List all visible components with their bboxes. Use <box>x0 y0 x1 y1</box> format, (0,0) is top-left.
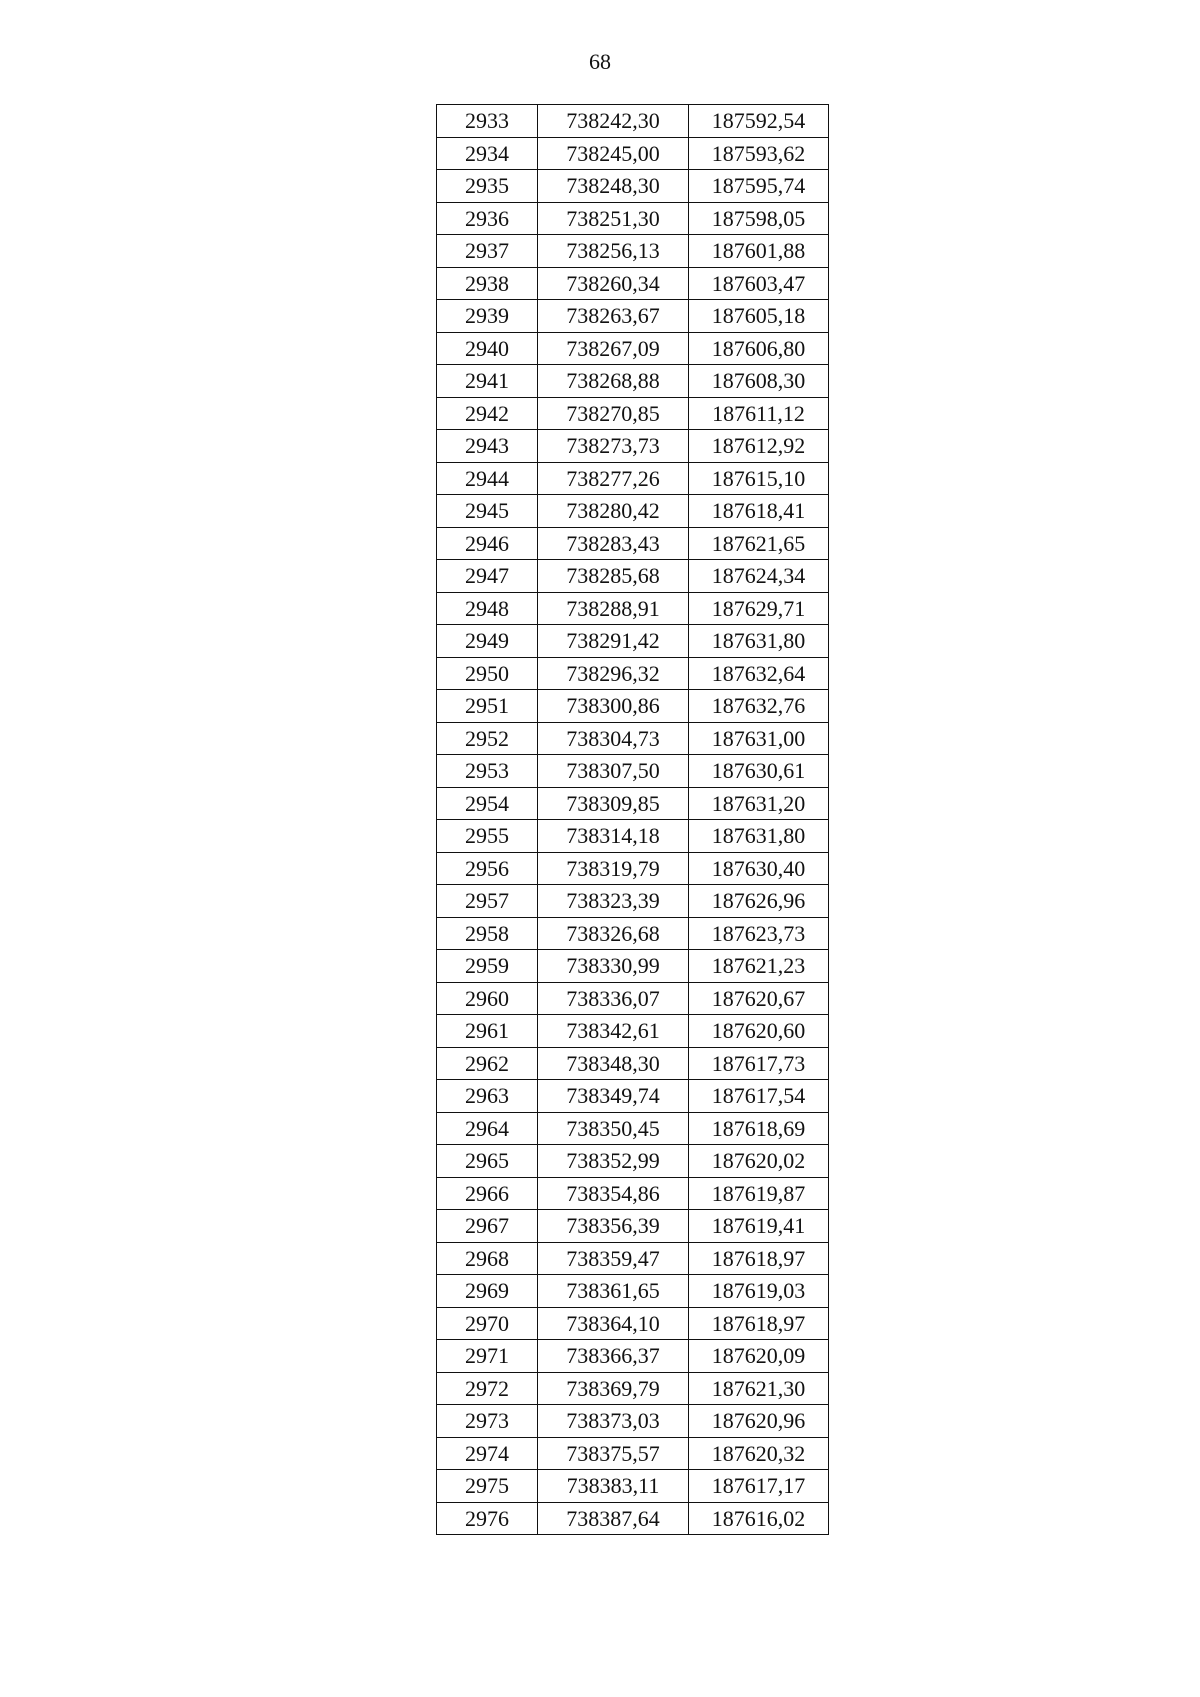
x-coordinate-cell: 738356,39 <box>538 1210 689 1243</box>
point-number-cell: 2960 <box>437 982 538 1015</box>
point-number-cell: 2942 <box>437 397 538 430</box>
table-row <box>437 202 829 235</box>
point-number-cell: 2972 <box>437 1372 538 1405</box>
table-row <box>437 787 829 820</box>
point-number-cell: 2969 <box>437 1275 538 1308</box>
table-row <box>437 592 829 625</box>
table-row <box>437 170 829 203</box>
x-coordinate-cell: 738369,79 <box>538 1372 689 1405</box>
x-coordinate-cell: 738342,61 <box>538 1015 689 1048</box>
point-number-cell: 2935 <box>437 170 538 203</box>
y-coordinate-cell: 187601,88 <box>689 235 829 268</box>
y-coordinate-cell: 187618,97 <box>689 1307 829 1340</box>
table-row <box>437 1340 829 1373</box>
y-coordinate-cell: 187621,23 <box>689 950 829 983</box>
x-coordinate-cell: 738336,07 <box>538 982 689 1015</box>
y-coordinate-cell: 187619,03 <box>689 1275 829 1308</box>
x-coordinate-cell: 738383,11 <box>538 1470 689 1503</box>
point-number-cell: 2966 <box>437 1177 538 1210</box>
y-coordinate-cell: 187631,20 <box>689 787 829 820</box>
table-row <box>437 1015 829 1048</box>
x-coordinate-cell: 738361,65 <box>538 1275 689 1308</box>
y-coordinate-cell: 187630,40 <box>689 852 829 885</box>
point-number-cell: 2967 <box>437 1210 538 1243</box>
x-coordinate-cell: 738268,88 <box>538 365 689 398</box>
table-row <box>437 267 829 300</box>
point-number-cell: 2975 <box>437 1470 538 1503</box>
point-number-cell: 2950 <box>437 657 538 690</box>
x-coordinate-cell: 738307,50 <box>538 755 689 788</box>
table-row <box>437 1372 829 1405</box>
y-coordinate-cell: 187623,73 <box>689 917 829 950</box>
x-coordinate-cell: 738277,26 <box>538 462 689 495</box>
y-coordinate-cell: 187630,61 <box>689 755 829 788</box>
x-coordinate-cell: 738285,68 <box>538 560 689 593</box>
y-coordinate-cell: 187618,97 <box>689 1242 829 1275</box>
x-coordinate-cell: 738260,34 <box>538 267 689 300</box>
point-number-cell: 2965 <box>437 1145 538 1178</box>
y-coordinate-cell: 187624,34 <box>689 560 829 593</box>
x-coordinate-cell: 738270,85 <box>538 397 689 430</box>
y-coordinate-cell: 187605,18 <box>689 300 829 333</box>
y-coordinate-cell: 187611,12 <box>689 397 829 430</box>
y-coordinate-cell: 187606,80 <box>689 332 829 365</box>
point-number-cell: 2949 <box>437 625 538 658</box>
table-row <box>437 560 829 593</box>
table-row <box>437 657 829 690</box>
x-coordinate-cell: 738326,68 <box>538 917 689 950</box>
table-row <box>437 1242 829 1275</box>
table-row <box>437 722 829 755</box>
y-coordinate-cell: 187632,76 <box>689 690 829 723</box>
table-row <box>437 755 829 788</box>
table-row <box>437 332 829 365</box>
y-coordinate-cell: 187612,92 <box>689 430 829 463</box>
y-coordinate-cell: 187618,41 <box>689 495 829 528</box>
point-number-cell: 2933 <box>437 105 538 138</box>
x-coordinate-cell: 738288,91 <box>538 592 689 625</box>
point-number-cell: 2944 <box>437 462 538 495</box>
point-number-cell: 2953 <box>437 755 538 788</box>
table-row <box>437 1177 829 1210</box>
y-coordinate-cell: 187620,67 <box>689 982 829 1015</box>
x-coordinate-cell: 738242,30 <box>538 105 689 138</box>
table-row <box>437 1210 829 1243</box>
table-row <box>437 495 829 528</box>
point-number-cell: 2964 <box>437 1112 538 1145</box>
table-row <box>437 982 829 1015</box>
x-coordinate-cell: 738349,74 <box>538 1080 689 1113</box>
x-coordinate-cell: 738245,00 <box>538 137 689 170</box>
point-number-cell: 2955 <box>437 820 538 853</box>
y-coordinate-cell: 187592,54 <box>689 105 829 138</box>
x-coordinate-cell: 738248,30 <box>538 170 689 203</box>
point-number-cell: 2961 <box>437 1015 538 1048</box>
point-number-cell: 2938 <box>437 267 538 300</box>
point-number-cell: 2976 <box>437 1502 538 1535</box>
point-number-cell: 2973 <box>437 1405 538 1438</box>
y-coordinate-cell: 187616,02 <box>689 1502 829 1535</box>
y-coordinate-cell: 187631,80 <box>689 820 829 853</box>
point-number-cell: 2946 <box>437 527 538 560</box>
point-number-cell: 2934 <box>437 137 538 170</box>
y-coordinate-cell: 187617,17 <box>689 1470 829 1503</box>
y-coordinate-cell: 187619,41 <box>689 1210 829 1243</box>
point-number-cell: 2945 <box>437 495 538 528</box>
y-coordinate-cell: 187620,96 <box>689 1405 829 1438</box>
table-row <box>437 397 829 430</box>
coordinates-table-body <box>437 105 829 1535</box>
table-row <box>437 1437 829 1470</box>
table-row <box>437 235 829 268</box>
point-number-cell: 2962 <box>437 1047 538 1080</box>
table-row <box>437 852 829 885</box>
x-coordinate-cell: 738323,39 <box>538 885 689 918</box>
table-row <box>437 1470 829 1503</box>
y-coordinate-cell: 187593,62 <box>689 137 829 170</box>
y-coordinate-cell: 187617,54 <box>689 1080 829 1113</box>
x-coordinate-cell: 738359,47 <box>538 1242 689 1275</box>
y-coordinate-cell: 187620,02 <box>689 1145 829 1178</box>
table-row <box>437 1080 829 1113</box>
y-coordinate-cell: 187603,47 <box>689 267 829 300</box>
y-coordinate-cell: 187615,10 <box>689 462 829 495</box>
point-number-cell: 2971 <box>437 1340 538 1373</box>
point-number-cell: 2943 <box>437 430 538 463</box>
table-row <box>437 1047 829 1080</box>
point-number-cell: 2952 <box>437 722 538 755</box>
y-coordinate-cell: 187629,71 <box>689 592 829 625</box>
x-coordinate-cell: 738309,85 <box>538 787 689 820</box>
table-row <box>437 690 829 723</box>
x-coordinate-cell: 738352,99 <box>538 1145 689 1178</box>
point-number-cell: 2958 <box>437 917 538 950</box>
y-coordinate-cell: 187620,60 <box>689 1015 829 1048</box>
y-coordinate-cell: 187618,69 <box>689 1112 829 1145</box>
x-coordinate-cell: 738291,42 <box>538 625 689 658</box>
y-coordinate-cell: 187617,73 <box>689 1047 829 1080</box>
x-coordinate-cell: 738348,30 <box>538 1047 689 1080</box>
y-coordinate-cell: 187620,32 <box>689 1437 829 1470</box>
x-coordinate-cell: 738263,67 <box>538 300 689 333</box>
page-number: 68 <box>589 49 611 74</box>
y-coordinate-cell: 187608,30 <box>689 365 829 398</box>
x-coordinate-cell: 738387,64 <box>538 1502 689 1535</box>
table-row <box>437 820 829 853</box>
x-coordinate-cell: 738366,37 <box>538 1340 689 1373</box>
table-row <box>437 1112 829 1145</box>
point-number-cell: 2957 <box>437 885 538 918</box>
table-row <box>437 625 829 658</box>
table-row <box>437 105 829 138</box>
table-row <box>437 1145 829 1178</box>
x-coordinate-cell: 738300,86 <box>538 690 689 723</box>
y-coordinate-cell: 187632,64 <box>689 657 829 690</box>
y-coordinate-cell: 187631,80 <box>689 625 829 658</box>
point-number-cell: 2968 <box>437 1242 538 1275</box>
x-coordinate-cell: 738330,99 <box>538 950 689 983</box>
x-coordinate-cell: 738350,45 <box>538 1112 689 1145</box>
point-number-cell: 2954 <box>437 787 538 820</box>
x-coordinate-cell: 738280,42 <box>538 495 689 528</box>
y-coordinate-cell: 187626,96 <box>689 885 829 918</box>
point-number-cell: 2947 <box>437 560 538 593</box>
y-coordinate-cell: 187631,00 <box>689 722 829 755</box>
table-row <box>437 1502 829 1535</box>
x-coordinate-cell: 738375,57 <box>538 1437 689 1470</box>
y-coordinate-cell: 187595,74 <box>689 170 829 203</box>
point-number-cell: 2940 <box>437 332 538 365</box>
x-coordinate-cell: 738319,79 <box>538 852 689 885</box>
y-coordinate-cell: 187620,09 <box>689 1340 829 1373</box>
point-number-cell: 2970 <box>437 1307 538 1340</box>
x-coordinate-cell: 738267,09 <box>538 332 689 365</box>
y-coordinate-cell: 187621,65 <box>689 527 829 560</box>
x-coordinate-cell: 738296,32 <box>538 657 689 690</box>
table-row <box>437 885 829 918</box>
x-coordinate-cell: 738354,86 <box>538 1177 689 1210</box>
point-number-cell: 2959 <box>437 950 538 983</box>
y-coordinate-cell: 187598,05 <box>689 202 829 235</box>
y-coordinate-cell: 187621,30 <box>689 1372 829 1405</box>
point-number-cell: 2939 <box>437 300 538 333</box>
x-coordinate-cell: 738273,73 <box>538 430 689 463</box>
table-row <box>437 950 829 983</box>
table-row <box>437 137 829 170</box>
point-number-cell: 2937 <box>437 235 538 268</box>
table-row <box>437 430 829 463</box>
point-number-cell: 2951 <box>437 690 538 723</box>
x-coordinate-cell: 738251,30 <box>538 202 689 235</box>
table-row <box>437 365 829 398</box>
x-coordinate-cell: 738314,18 <box>538 820 689 853</box>
point-number-cell: 2956 <box>437 852 538 885</box>
table-row <box>437 462 829 495</box>
x-coordinate-cell: 738256,13 <box>538 235 689 268</box>
point-number-cell: 2963 <box>437 1080 538 1113</box>
table-row <box>437 1405 829 1438</box>
table-row <box>437 300 829 333</box>
point-number-cell: 2948 <box>437 592 538 625</box>
x-coordinate-cell: 738283,43 <box>538 527 689 560</box>
table-row <box>437 1307 829 1340</box>
x-coordinate-cell: 738304,73 <box>538 722 689 755</box>
table-row <box>437 917 829 950</box>
x-coordinate-cell: 738364,10 <box>538 1307 689 1340</box>
y-coordinate-cell: 187619,87 <box>689 1177 829 1210</box>
table-row <box>437 1275 829 1308</box>
table-row <box>437 527 829 560</box>
point-number-cell: 2941 <box>437 365 538 398</box>
point-number-cell: 2974 <box>437 1437 538 1470</box>
coordinates-table <box>436 104 829 1535</box>
point-number-cell: 2936 <box>437 202 538 235</box>
x-coordinate-cell: 738373,03 <box>538 1405 689 1438</box>
